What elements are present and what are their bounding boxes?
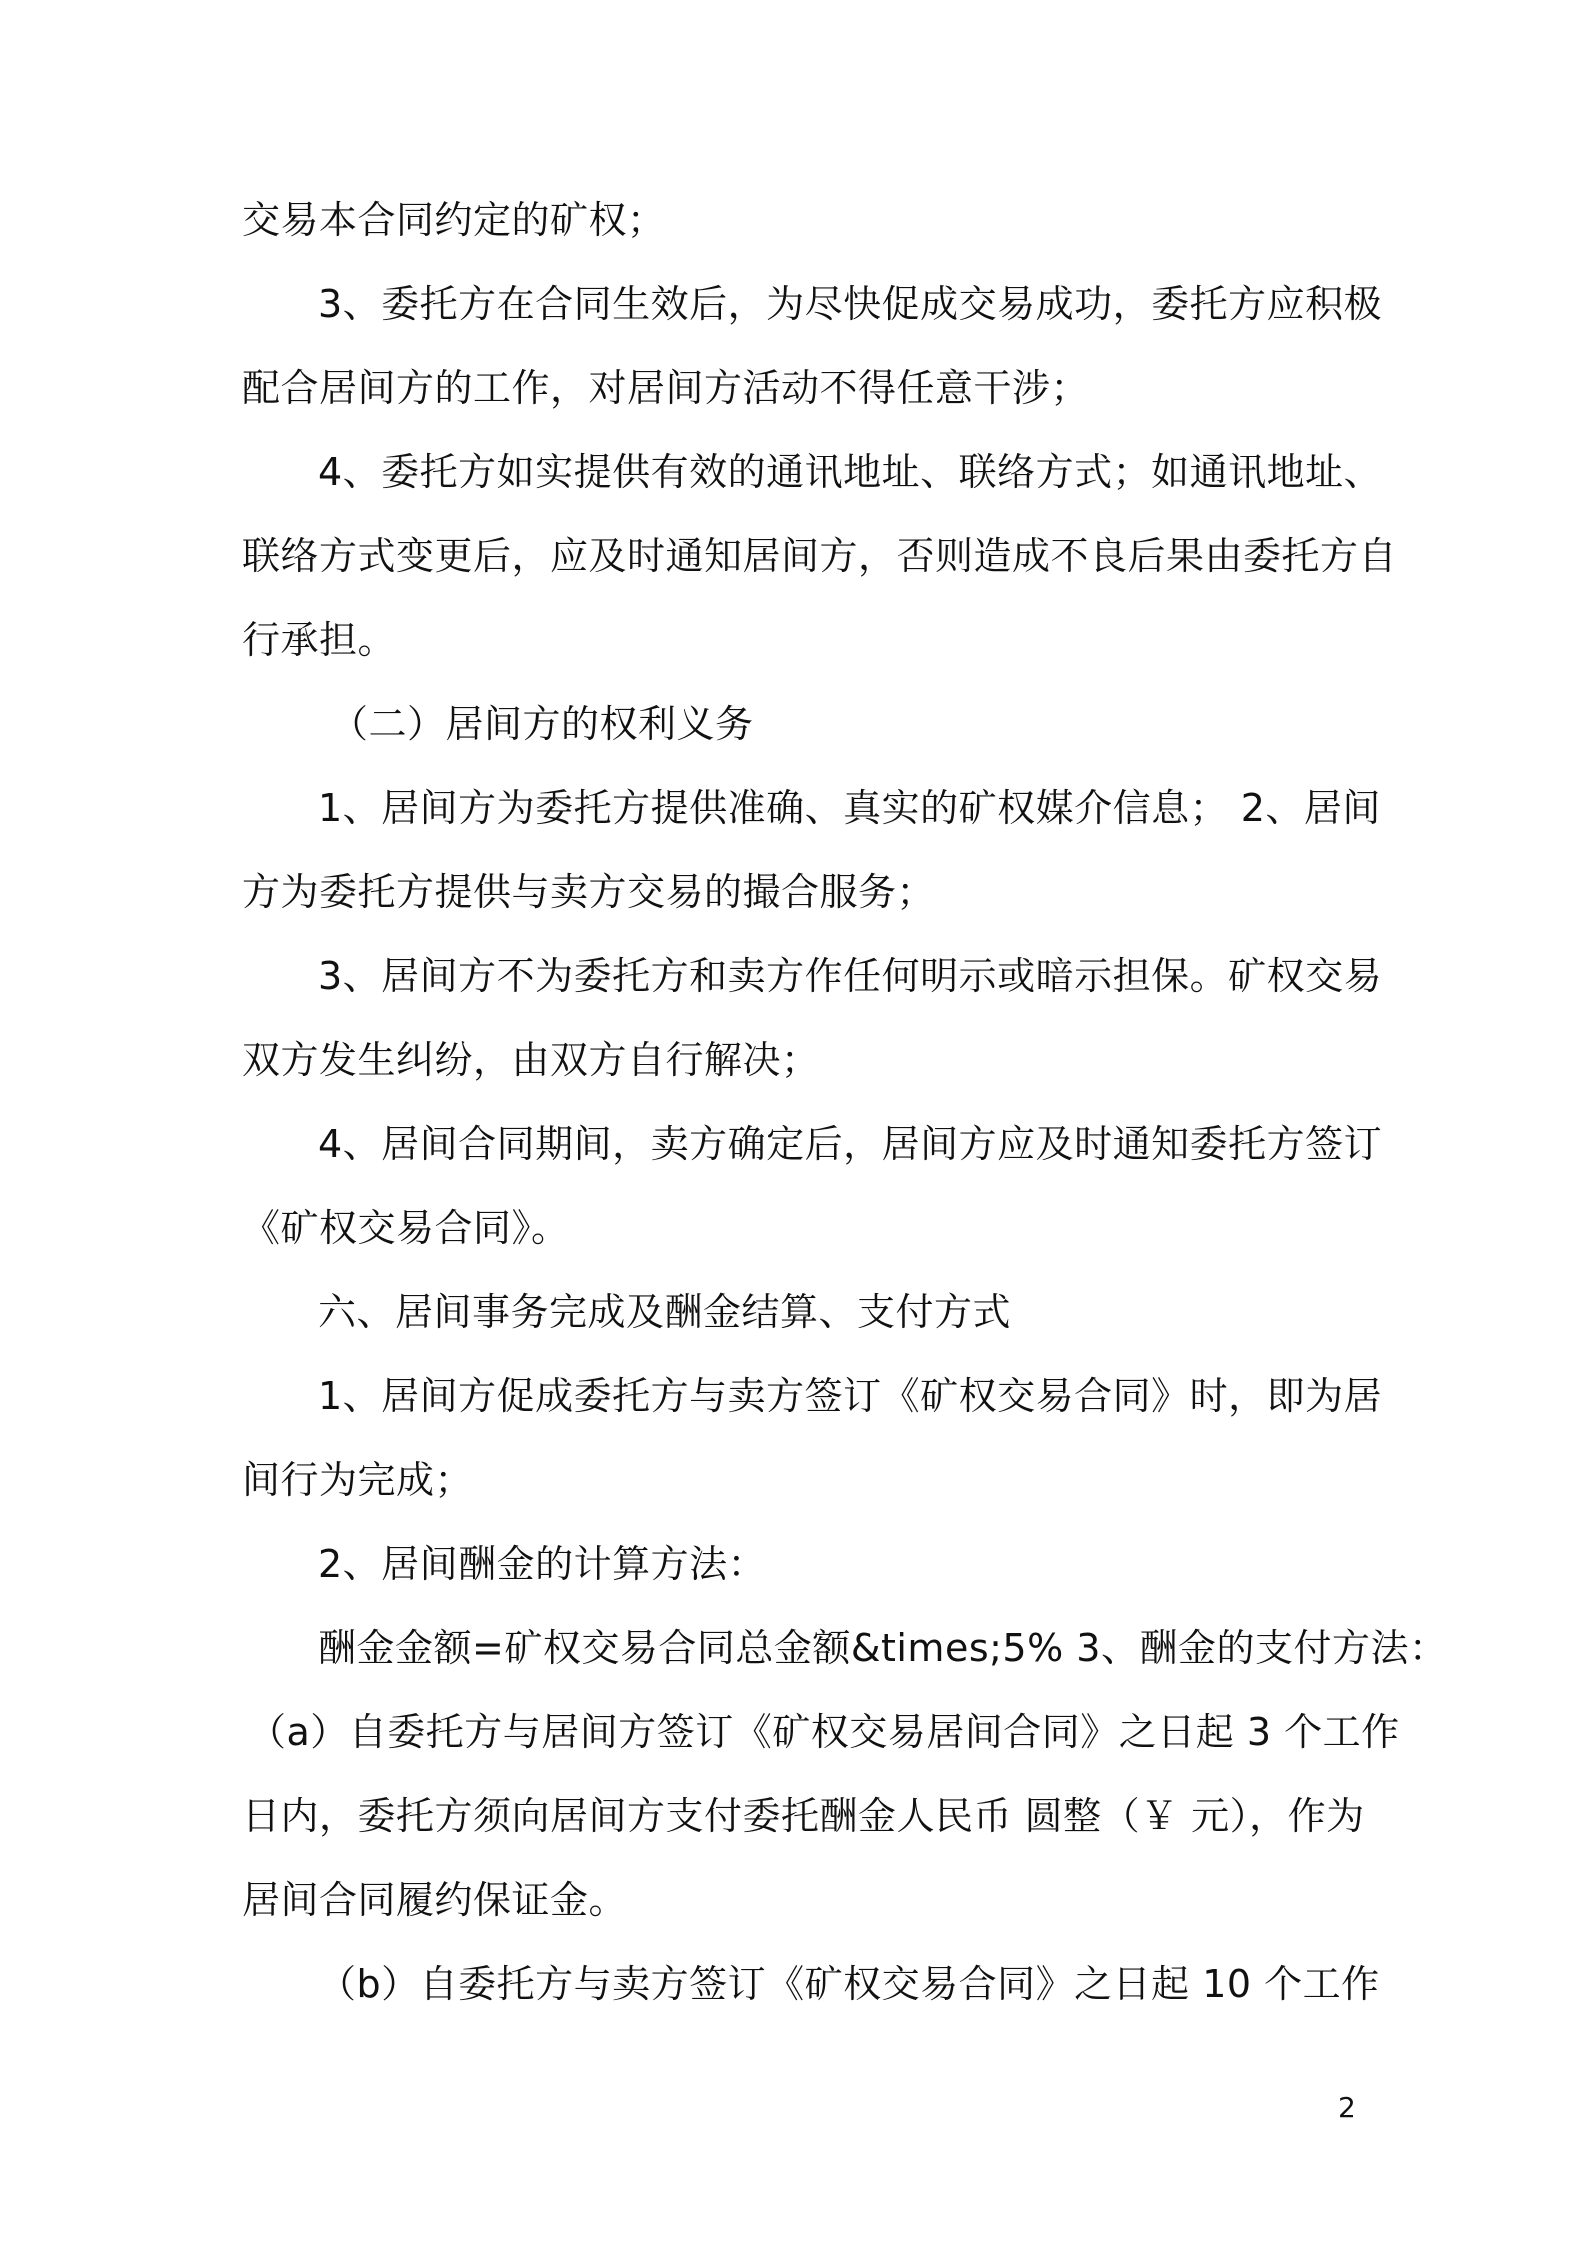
text-line: 联络方式变更后，应及时通知居间方，否则造成不良后果由委托方自 xyxy=(242,534,1398,578)
text-line: 《矿权交易合同》。 xyxy=(242,1206,570,1250)
text-line: 间行为完成； xyxy=(242,1458,474,1502)
text-line: 3、委托方在合同生效后，为尽快促成交易成功，委托方应积极 xyxy=(318,282,1383,326)
page-number: 2 xyxy=(1338,2091,1356,2124)
text-line: 配合居间方的工作，对居间方活动不得任意干涉； xyxy=(242,366,1090,410)
section-heading: （二）居间方的权利义务 xyxy=(330,702,754,746)
text-line: 方为委托方提供与卖方交易的撮合服务； xyxy=(242,870,936,914)
text-line: 酬金金额=矿权交易合同总金额&times;5% 3、酬金的支付方法： xyxy=(318,1626,1448,1670)
text-line: 4、居间合同期间，卖方确定后，居间方应及时通知委托方签订 xyxy=(318,1122,1383,1166)
text-line: （a）自委托方与居间方签订《矿权交易居间合同》之日起 3 个工作 xyxy=(248,1710,1400,1754)
text-line: 双方发生纠纷，由双方自行解决； xyxy=(242,1038,820,1082)
text-line: 行承担。 xyxy=(242,618,397,662)
text-line: 居间合同履约保证金。 xyxy=(242,1878,628,1922)
text-line: 日内，委托方须向居间方支付委托酬金人民币 圆整（￥ 元），作为 xyxy=(242,1794,1365,1838)
section-heading: 六、居间事务完成及酬金结算、支付方式 xyxy=(318,1290,1012,1334)
text-line: 1、居间方促成委托方与卖方签订《矿权交易合同》时，即为居 xyxy=(318,1374,1383,1418)
text-line: 3、居间方不为委托方和卖方作任何明示或暗示担保。矿权交易 xyxy=(318,954,1383,998)
text-line: 1、居间方为委托方提供准确、真实的矿权媒介信息； 2、居间 xyxy=(318,786,1381,830)
text-line: 4、委托方如实提供有效的通讯地址、联络方式；如通讯地址、 xyxy=(318,450,1383,494)
text-line: 2、居间酬金的计算方法： xyxy=(318,1542,767,1586)
text-line: （b）自委托方与卖方签订《矿权交易合同》之日起 10 个工作 xyxy=(318,1962,1380,2006)
text-line: 交易本合同约定的矿权； xyxy=(242,198,666,242)
